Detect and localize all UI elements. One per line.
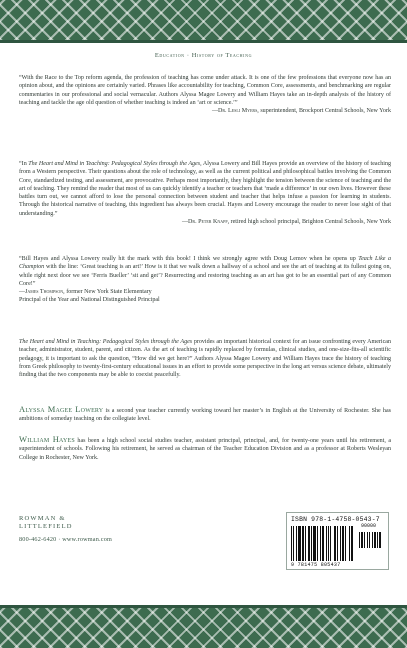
quote-3-body-end: with the line: ‘Great teaching is an art!’ How is it that we walk down a hallway of a school and see the art of teaching at its fullest going on, while right next door we see ‘Ferris Bueller’ ‘sit and get’? Resurrecting and restoring teaching as an art has got to be an essential part of any Common Core!” [19,264,391,287]
barcode-bar [372,532,373,548]
decorative-bottom-band [0,608,407,648]
quote-3-text [19,255,391,288]
description-text [19,338,391,379]
quote-1-affiliation: superintendent, Brockport Central Schools, New York [258,108,391,115]
barcode-bar [302,526,304,561]
isbn-barcode [286,512,389,570]
quote-2-author: —Dr. Peter Knapp, [182,219,230,226]
barcode-bar [317,526,318,561]
barcode-bar [361,532,363,548]
bio-2-name: William Hayes [19,434,75,444]
quote-3-attribution [19,288,391,305]
barcode-bar [379,532,381,548]
quote-2-attribution [19,218,391,226]
barcode-bar [313,526,316,561]
bio-1-text [19,405,391,424]
endorsement-quote-1 [19,74,391,115]
barcode-bar [322,526,324,561]
barcode-bar [342,526,344,561]
barcode-bar [328,526,329,561]
barcode-addon-digits: 90000 [361,523,377,529]
quote-2-book-title: The Heart and Mind in Teaching: Pedagogical Styles through the Ages [28,161,201,167]
barcode-bar [337,526,338,561]
bio-2-body: has been a high school social studies teacher, assistant principal, principal, and, for twenty-one years until his retirement, a superintendent of schools. Following his retirement, he served as chairman of the Teacher Education Division and as a professor at Roberts Wesleyan College in Rochester, New York. [19,438,391,461]
barcode-bar [345,526,346,561]
barcode-bar [351,526,353,561]
barcode-bar [291,526,292,561]
quote-3-book-title: Teach Like a Champion [19,256,391,271]
endorsement-quote-3 [19,255,391,305]
barcode-bar [367,532,368,548]
barcode-bar [349,526,350,561]
quote-2-affiliation: retired high school principal, Brighton Central Schools, New York [229,219,391,226]
author-bio-1 [19,405,391,424]
quote-1-author: —Dr. Lesli Myers, [211,108,259,115]
barcode-bar [330,526,331,561]
publisher-logo-line-1: ROWMAN & [19,515,66,522]
category-label: Education · History of Teaching [154,52,253,59]
barcode-bar [377,532,378,548]
publisher-contact: 800-462-6420 · www.rowman.com [19,536,113,543]
barcode-bar [311,526,312,561]
quote-3-body-start: “Bill Hayes and Alyssa Lowery really hit the mark with this book! I think we strongly agree with Doug Lemov when he opens up [19,256,359,262]
author-bio-2 [19,435,391,462]
barcode-bar [305,526,306,561]
book-description [19,338,391,379]
barcode-bar [364,532,365,548]
barcode-bar [293,526,294,561]
barcode-bar [359,532,360,548]
quote-3-author: —James Thompson, [19,289,65,296]
quote-1-attribution [19,107,391,115]
bio-1-body: is a second year teacher currently working toward her master’s in English at the University of Rochester. She has ambitions of someday teaching on the collegiate level. [19,408,391,423]
description-book-title: The Heart and Mind in Teaching: Pedagogical Styles through the Ages [19,339,193,345]
barcode-bar [320,526,321,561]
top-divider [0,40,407,43]
publisher-logo-line-2: LITTLEFIELD [19,522,73,530]
barcode-addon-bars [359,532,385,567]
barcode-bar [340,526,341,561]
barcode-bar [308,526,310,561]
quote-2-open: “In [19,161,29,167]
quote-3-affiliation: former New York State Elementary [64,289,152,296]
barcode-bar [334,526,336,561]
bio-1-name: Alyssa Magee Lowery [19,404,104,414]
barcode-bar [369,532,370,548]
barcode-bar [296,526,297,561]
barcode-bar [326,526,327,561]
description-body: provides an important historical context for an issue confronting every American teacher, administrator, student, parent, and citizen. As the art of teaching is rapidly replaced by formulas, clinical studies, and one-size-fits-all scientific pedagogy, it is important to ask the question, “How did we get here?” Authors Alyssa Magee Lowery and William Hayes trace the history of teaching from Greek philosophy to twenty-first-century educational issues in an effort to provide some perspective in the long art versus science debate, ultimately finding that the two components may be able to coexist peacefully. [19,339,391,379]
isbn-text: ISBN 978-1-4758-0543-7 [291,516,380,523]
quote-1-text: “With the Race to the Top reform agenda, the profession of teaching has come under attack. It is one of the few professions that everyone now has an opinion about, and the opinions are certainly varied. Phrases like accountability for teaching, Common Core, assessments, and benchmarking are regular commentaries in our professional and social vernacular. Authors Alyssa Magee Lowery and William Hayes take an in-depth analysis of the history of teaching and tackle the age old question of whether teaching is indeed an ‘art or science.’” [19,75,391,106]
quote-2-body: , Alyssa Lowery and Bill Hayes provide an overview of the history of teaching from a Western perspective. Their questions about the role of technology, as well as the current political and philosophical battles involving the Common Core, standardized testing, and assessment, are provocative. Perhaps most importantly, they highlight the tension between the science of teaching and the art of teaching. They remind the reader that most of us can quickly identify a teacher or teachers that ‘made a difference’ in our own lives. However these battles turn out, we cannot afford to lose the personal connection between student and teacher that helps infuse a passion for learning in students. Through the historical narrative of teaching, this ingredient has always been crucial. Hayes and Lowery encourage the reader to never lose sight of that understanding.” [19,161,392,217]
barcode-digits: 9 781475 805437 [291,562,341,568]
ean-barcode-bars [291,526,355,561]
decorative-top-band [0,0,407,40]
barcode-bar [374,532,376,548]
quote-3-affiliation-line2: Principal of the Year and National Distinguished Principal [19,297,160,304]
endorsement-quote-2 [19,160,391,226]
publisher-block [19,515,112,543]
quote-2-text [19,160,391,218]
bio-2-text [19,435,391,462]
barcode-bar [298,526,301,561]
